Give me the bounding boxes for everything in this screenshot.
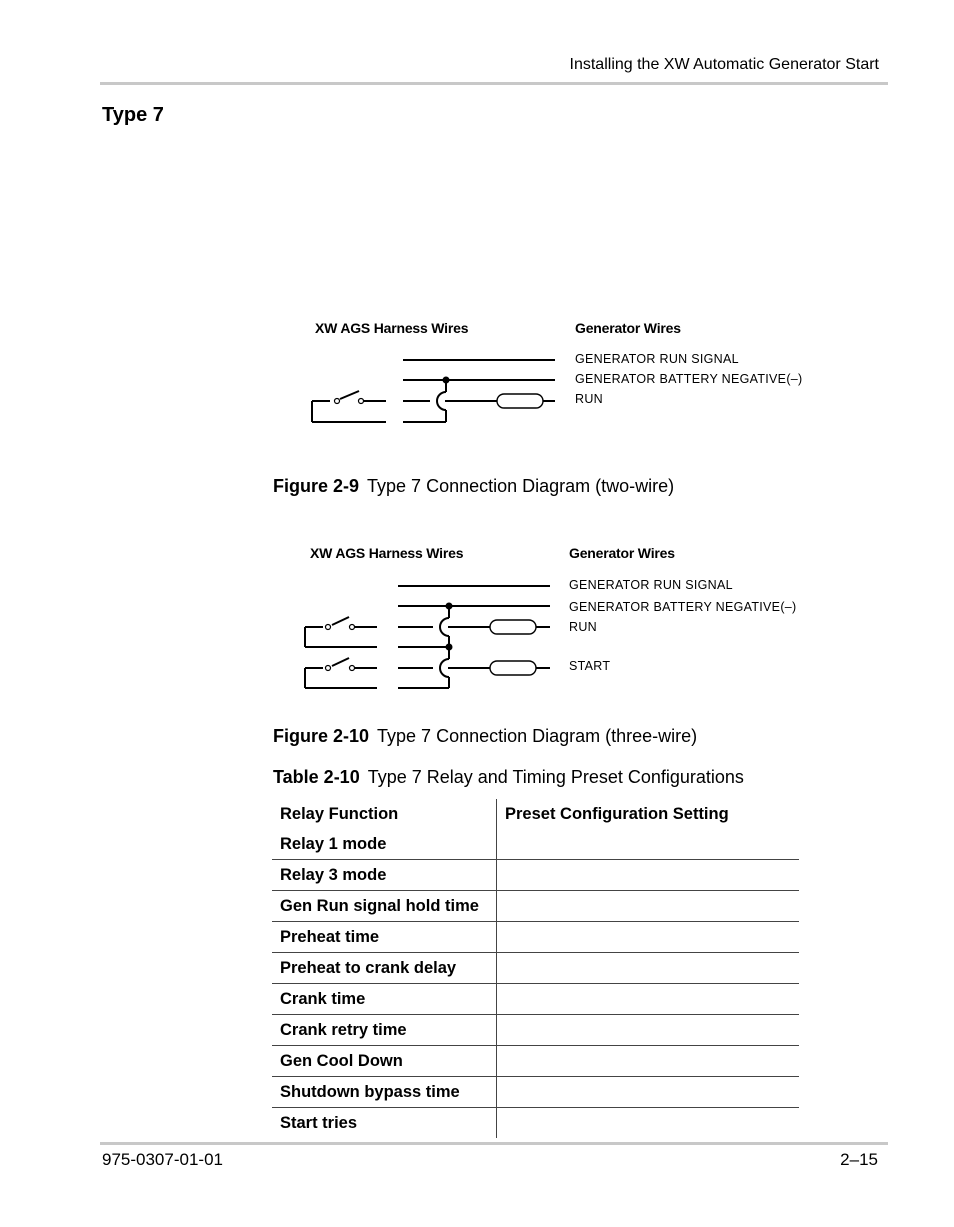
footer-rule [100,1142,888,1145]
table-cell-setting [497,860,800,891]
table-cell-setting [497,1015,800,1046]
table-row [272,1015,799,1046]
table-cell-setting [497,1077,800,1108]
table-cell-setting [497,829,800,860]
fig1-junction-dot [443,377,450,384]
fig2-wire-label-battery-negative: GENERATOR BATTERY NEGATIVE(–) [569,600,797,614]
figure2-caption [273,726,697,747]
table-row [272,953,799,984]
fig1-right-heading: Generator Wires [575,320,681,336]
table-row [272,922,799,953]
fig1-fuse [497,394,543,408]
fig2-fuse-start [490,661,536,675]
table-row [272,1046,799,1077]
table-row [272,1108,799,1139]
table-cell-function: Gen Run signal hold time [272,891,497,922]
figure2-caption-text: Type 7 Connection Diagram (three-wire) [377,726,698,746]
fig2-wire-label-run: RUN [569,620,597,634]
table-cell-function: Start tries [272,1108,497,1139]
table-cell-function: Gen Cool Down [272,1046,497,1077]
table-row [272,1077,799,1108]
section-title: Type 7 [102,104,164,126]
figure1-caption-text: Type 7 Connection Diagram (two-wire) [367,476,675,496]
fig2-wiring-diagram [295,578,565,693]
table-header-row [272,799,799,829]
figure2-caption-number: Figure 2-10 [273,726,370,746]
table-row [272,860,799,891]
running-header: Installing the XW Automatic Generator Start [569,56,879,73]
column-header-preset-setting: Preset Configuration Setting [505,804,729,823]
figure1-caption [273,476,674,497]
fig2-wire-label-run-signal: GENERATOR RUN SIGNAL [569,578,733,592]
preset-table [272,799,799,1138]
fig2-left-heading: XW AGS Harness Wires [310,545,464,561]
table-cell-function: Preheat time [272,922,497,953]
fig2-right-heading: Generator Wires [569,545,675,561]
fig1-wire-label-run: RUN [575,392,603,406]
fig2-junction-dot-2 [446,644,453,651]
table-cell-function: Crank time [272,984,497,1015]
table-cell-setting [497,1108,800,1139]
fig2-wire-label-start: START [569,659,611,673]
table-caption-text: Type 7 Relay and Timing Preset Configurations [367,767,744,787]
fig1-wire-label-run-signal: GENERATOR RUN SIGNAL [575,352,739,366]
table-cell-setting [497,953,800,984]
table-cell-function: Crank retry time [272,1015,497,1046]
header-rule [100,82,888,85]
table-row [272,984,799,1015]
table-cell-function: Relay 3 mode [272,860,497,891]
fig1-wire-label-battery-negative: GENERATOR BATTERY NEGATIVE(–) [575,372,803,386]
fig2-fuse-run [490,620,536,634]
table-cell-function: Preheat to crank delay [272,953,497,984]
table-caption-number: Table 2-10 [273,767,360,787]
table-cell-function: Shutdown bypass time [272,1077,497,1108]
fig1-left-heading: XW AGS Harness Wires [315,320,469,336]
fig1-wiring-diagram [300,350,570,430]
table-cell-function: Relay 1 mode [272,829,497,860]
column-header-relay-function: Relay Function [272,799,497,829]
table-row [272,829,799,860]
table-caption [273,767,744,788]
table-row [272,891,799,922]
table-cell-setting [497,1046,800,1077]
page-number: 2–15 [840,1150,878,1169]
table-cell-setting [497,922,800,953]
fig2-junction-dot-1 [446,603,453,610]
figure1-caption-number: Figure 2-9 [273,476,360,496]
doc-number: 975-0307-01-01 [102,1150,223,1169]
table-cell-setting [497,891,800,922]
table-cell-setting [497,984,800,1015]
